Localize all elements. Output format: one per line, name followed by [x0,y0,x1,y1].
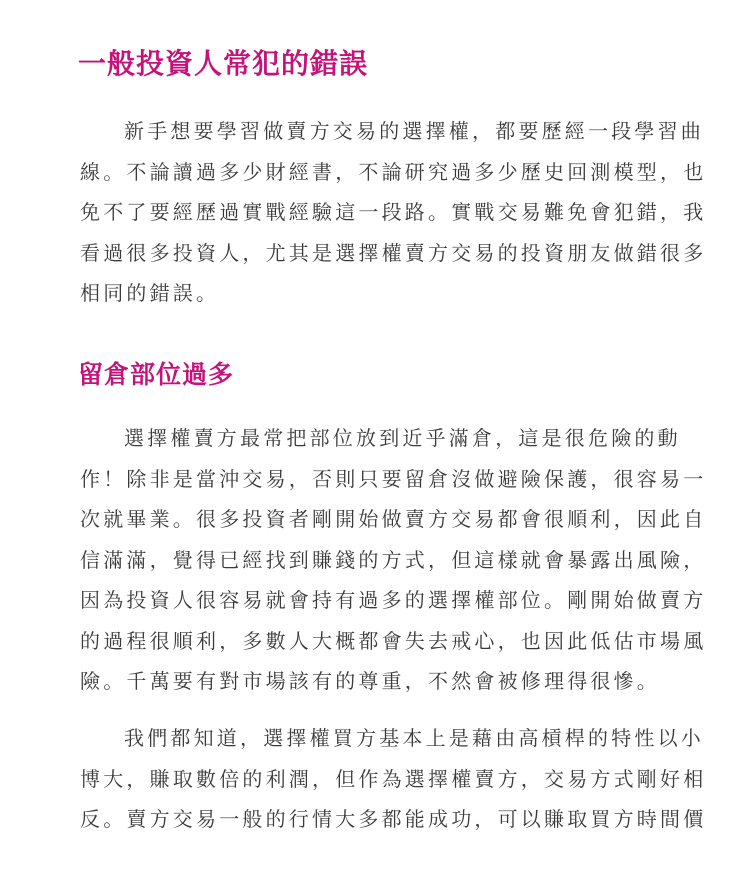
paragraph-line: 作！除非是當沖交易，否則只要留倉沒做避險保護，很容易一 [80,466,707,491]
paragraph-line: 選擇權賣方最常把部位放到近乎滿倉，這是很危險的動 [124,426,681,450]
paragraph-line: 相同的錯誤。 [80,281,220,305]
paragraph-line: 新手想要學習做賣方交易的選擇權，都要歷經一段學習曲 [124,119,704,143]
paragraph-line: 免不了要經歷過實戰經驗這一段路。實戰交易難免會犯錯，我 [80,200,707,224]
paragraph-line: 次就畢業。很多投資者剛開始做賣方交易都會很順利，因此自 [80,507,707,531]
paragraph-line: 反。賣方交易一般的行情大多都能成功，可以賺取買方時間價 [80,807,707,831]
paragraph-line: 的過程很順利，多數人大概都會失去戒心，也因此低估市場風 [80,628,707,653]
paragraph-line: 看過很多投資人，尤其是選擇權賣方交易的投資朋友做錯很多 [80,240,707,265]
paragraph-buyer-vs-seller [80,718,707,840]
paragraph-line: 博大，賺取數倍的利潤，但作為選擇權賣方，交易方式剛好相 [80,766,707,791]
paragraph-line: 因為投資人很容易就會持有過多的選擇權部位。剛開始做賣方 [80,588,707,612]
section-title: 一般投資人常犯的錯誤 [78,47,369,80]
paragraph-line: 線。不論讀過多少財經書，不論研究過多少歷史回測模型，也 [80,159,707,184]
subsection-title: 留倉部位過多 [78,360,235,389]
paragraph-line: 我們都知道，選擇權買方基本上是藉由高槓桿的特性以小 [124,726,704,750]
paragraph-position-risk [80,418,707,702]
paragraph-line: 信滿滿，覺得已經找到賺錢的方式，但這樣就會暴露出風險， [80,547,707,572]
paragraph-intro [80,111,707,314]
paragraph-line: 險。千萬要有對市場該有的尊重，不然會被修理得很慘。 [80,669,660,693]
